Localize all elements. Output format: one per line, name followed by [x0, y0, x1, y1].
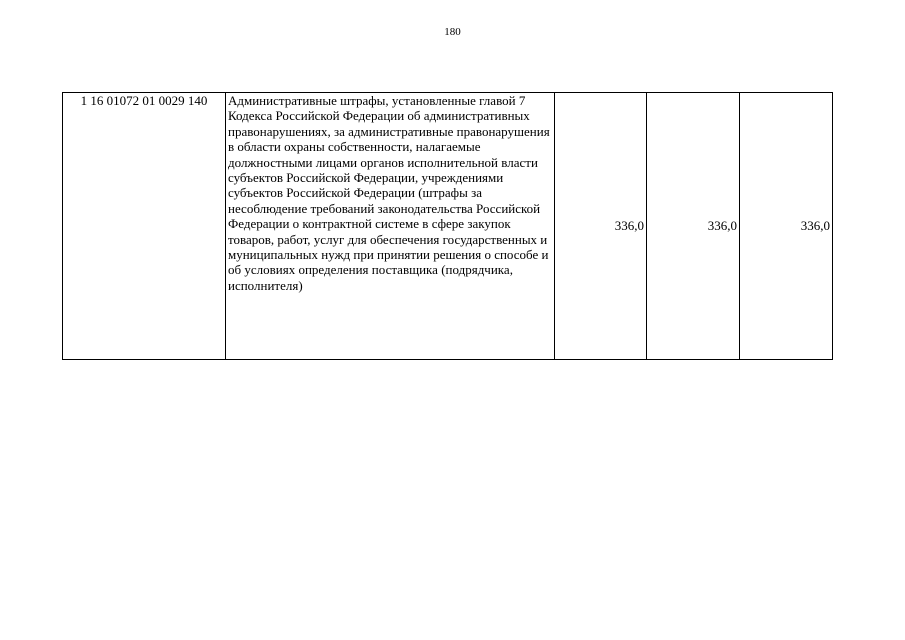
- amount-year-1: 336,0: [555, 93, 647, 360]
- amount-year-3: 336,0: [740, 93, 833, 360]
- budget-classification-code: 1 16 01072 01 0029 140: [63, 93, 226, 360]
- page-number: 180: [444, 26, 461, 38]
- table-row: [63, 93, 833, 360]
- budget-table: [62, 92, 833, 360]
- amount-year-2: 336,0: [647, 93, 740, 360]
- income-description: Административные штрафы, установленные главой 7 Кодекса Российской Федерации об административных правонарушениях, за административные правонарушения в области охраны собственности, налагаемые должностными лицами органов исполнительной власти субъектов Российской Федерации, учреждениями субъектов Российской Федерации (штрафы за несоблюдение требований законодательства Российской Федерации о контрактной системе в сфере закупок товаров, работ, услуг для обеспечения государственных и муниципальных нужд при принятии решения о способе и об условиях определения поставщика (подрядчика, исполнителя): [226, 93, 555, 360]
